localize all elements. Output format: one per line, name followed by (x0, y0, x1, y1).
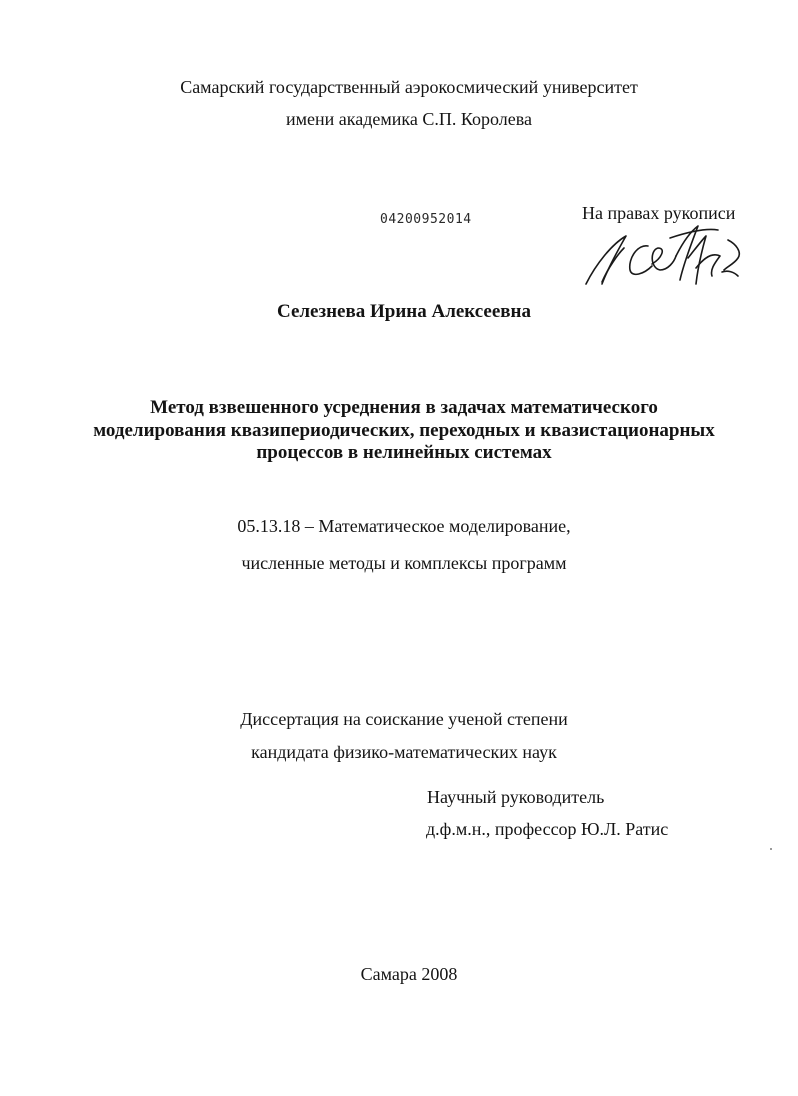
dissertation-title-line-2: моделирования квазипериодических, переходных и квазистационарных (93, 420, 715, 441)
dissertation-title-line-3: процессов в нелинейных системах (256, 442, 552, 463)
supervisor-label: Научный руководитель (427, 787, 605, 807)
specialty-line-1: 05.13.18 – Математическое моделирование, (237, 516, 571, 536)
university-title: Самарский государственный аэрокосмический университет (180, 77, 638, 97)
dissertation-title-line-1: Метод взвешенного усреднения в задачах математического (150, 397, 658, 418)
degree-line-2: кандидата физико-математических наук (251, 742, 557, 762)
specialty-line-2: численные методы и комплексы программ (241, 553, 567, 573)
supervisor-name: д.ф.м.н., профессор Ю.Л. Ратис (426, 819, 669, 839)
catalog-number-stamp: 04200952014 (380, 212, 472, 227)
city-year: Самара 2008 (360, 964, 458, 984)
author-signature (578, 218, 750, 294)
author-name: Селезнева Ирина Алексеевна (276, 301, 532, 322)
manuscript-rights-label: На правах рукописи (582, 203, 736, 223)
university-named-after: имени академика С.П. Королева (286, 109, 532, 129)
scan-speck (770, 848, 772, 850)
degree-line-1: Диссертация на соискание ученой степени (240, 709, 568, 729)
